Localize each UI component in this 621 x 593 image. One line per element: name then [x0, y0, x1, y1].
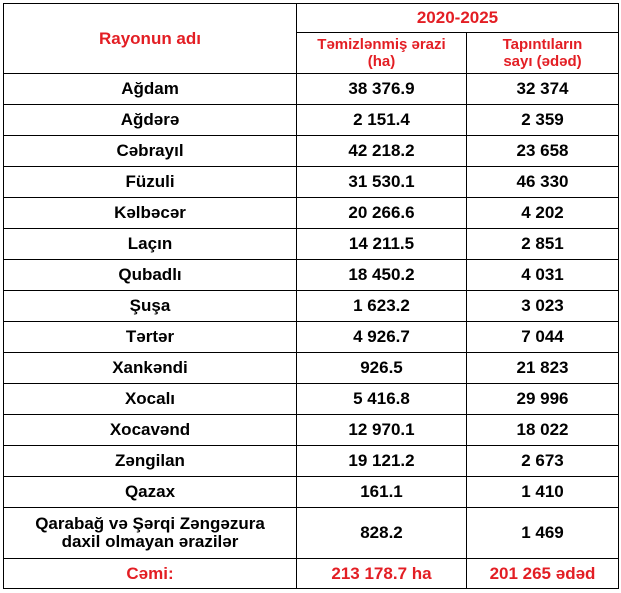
- table-row: [4, 105, 619, 136]
- count-cell: 4 202: [467, 198, 619, 229]
- district-cell: Zəngilan: [4, 446, 297, 477]
- count-cell: 29 996: [467, 384, 619, 415]
- area-cell: 18 450.2: [297, 260, 467, 291]
- table-row: [4, 477, 619, 508]
- header-row-top: [4, 4, 619, 33]
- district-cell: Xocavənd: [4, 415, 297, 446]
- district-cell: Füzuli: [4, 167, 297, 198]
- area-cell: 42 218.2: [297, 136, 467, 167]
- count-cell: 2 359: [467, 105, 619, 136]
- district-cell: Xankəndi: [4, 353, 297, 384]
- table-row: [4, 198, 619, 229]
- district-cell: Şuşa: [4, 291, 297, 322]
- area-cell: 926.5: [297, 353, 467, 384]
- other-areas-label-line1: Qarabağ və Şərqi Zəngəzura: [35, 514, 265, 534]
- other-areas-row: [4, 508, 619, 559]
- count-cell: 2 673: [467, 446, 619, 477]
- district-cell: Laçın: [4, 229, 297, 260]
- table-row: [4, 167, 619, 198]
- area-cell: 4 926.7: [297, 322, 467, 353]
- area-cell: 14 211.5: [297, 229, 467, 260]
- district-cell: Ağdərə: [4, 105, 297, 136]
- district-cell: Cəbrayıl: [4, 136, 297, 167]
- count-cell: 21 823: [467, 353, 619, 384]
- table-row: [4, 74, 619, 105]
- count-cell: 18 022: [467, 415, 619, 446]
- other-areas-count-cell: 1 469: [467, 508, 619, 559]
- area-cell: 38 376.9: [297, 74, 467, 105]
- period-header: 2020-2025: [297, 4, 619, 33]
- area-column-header-line1: Təmizlənmiş ərazi: [317, 35, 446, 53]
- other-areas-area-cell: 828.2: [297, 508, 467, 559]
- district-cell: Kəlbəcər: [4, 198, 297, 229]
- demining-table-container: [3, 3, 619, 589]
- total-label: Cəmi:: [4, 559, 297, 589]
- table-row: [4, 353, 619, 384]
- count-cell: 2 851: [467, 229, 619, 260]
- table-row: [4, 384, 619, 415]
- count-cell: 46 330: [467, 167, 619, 198]
- count-cell: 3 023: [467, 291, 619, 322]
- count-column-header: [467, 33, 619, 74]
- count-cell: 23 658: [467, 136, 619, 167]
- district-cell: Ağdam: [4, 74, 297, 105]
- area-cell: 12 970.1: [297, 415, 467, 446]
- district-column-header: Rayonun adı: [4, 4, 297, 74]
- area-cell: 31 530.1: [297, 167, 467, 198]
- area-cell: 1 623.2: [297, 291, 467, 322]
- table-row: [4, 260, 619, 291]
- total-area: 213 178.7 ha: [297, 559, 467, 589]
- count-column-header-line2: sayı (ədəd): [503, 53, 582, 70]
- count-column-header-line1: Tapıntıların: [502, 35, 583, 53]
- count-cell: 32 374: [467, 74, 619, 105]
- table-row: [4, 291, 619, 322]
- total-count: 201 265 ədəd: [467, 559, 619, 589]
- district-cell: Qubadlı: [4, 260, 297, 291]
- demining-results-table: [3, 3, 619, 589]
- table-row: [4, 136, 619, 167]
- total-row: [4, 559, 619, 589]
- area-column-header: [297, 33, 467, 74]
- area-cell: 161.1: [297, 477, 467, 508]
- table-row: [4, 322, 619, 353]
- area-column-header-line2: (ha): [367, 53, 396, 70]
- district-cell: Xocalı: [4, 384, 297, 415]
- district-cell: Tərtər: [4, 322, 297, 353]
- table-row: [4, 229, 619, 260]
- area-cell: 20 266.6: [297, 198, 467, 229]
- area-cell: 19 121.2: [297, 446, 467, 477]
- count-cell: 4 031: [467, 260, 619, 291]
- other-areas-district-cell: [4, 508, 297, 559]
- count-cell: 1 410: [467, 477, 619, 508]
- area-cell: 5 416.8: [297, 384, 467, 415]
- table-row: [4, 446, 619, 477]
- table-row: [4, 415, 619, 446]
- other-areas-label-line2: daxil olmayan ərazilər: [61, 532, 239, 551]
- district-cell: Qazax: [4, 477, 297, 508]
- area-cell: 2 151.4: [297, 105, 467, 136]
- count-cell: 7 044: [467, 322, 619, 353]
